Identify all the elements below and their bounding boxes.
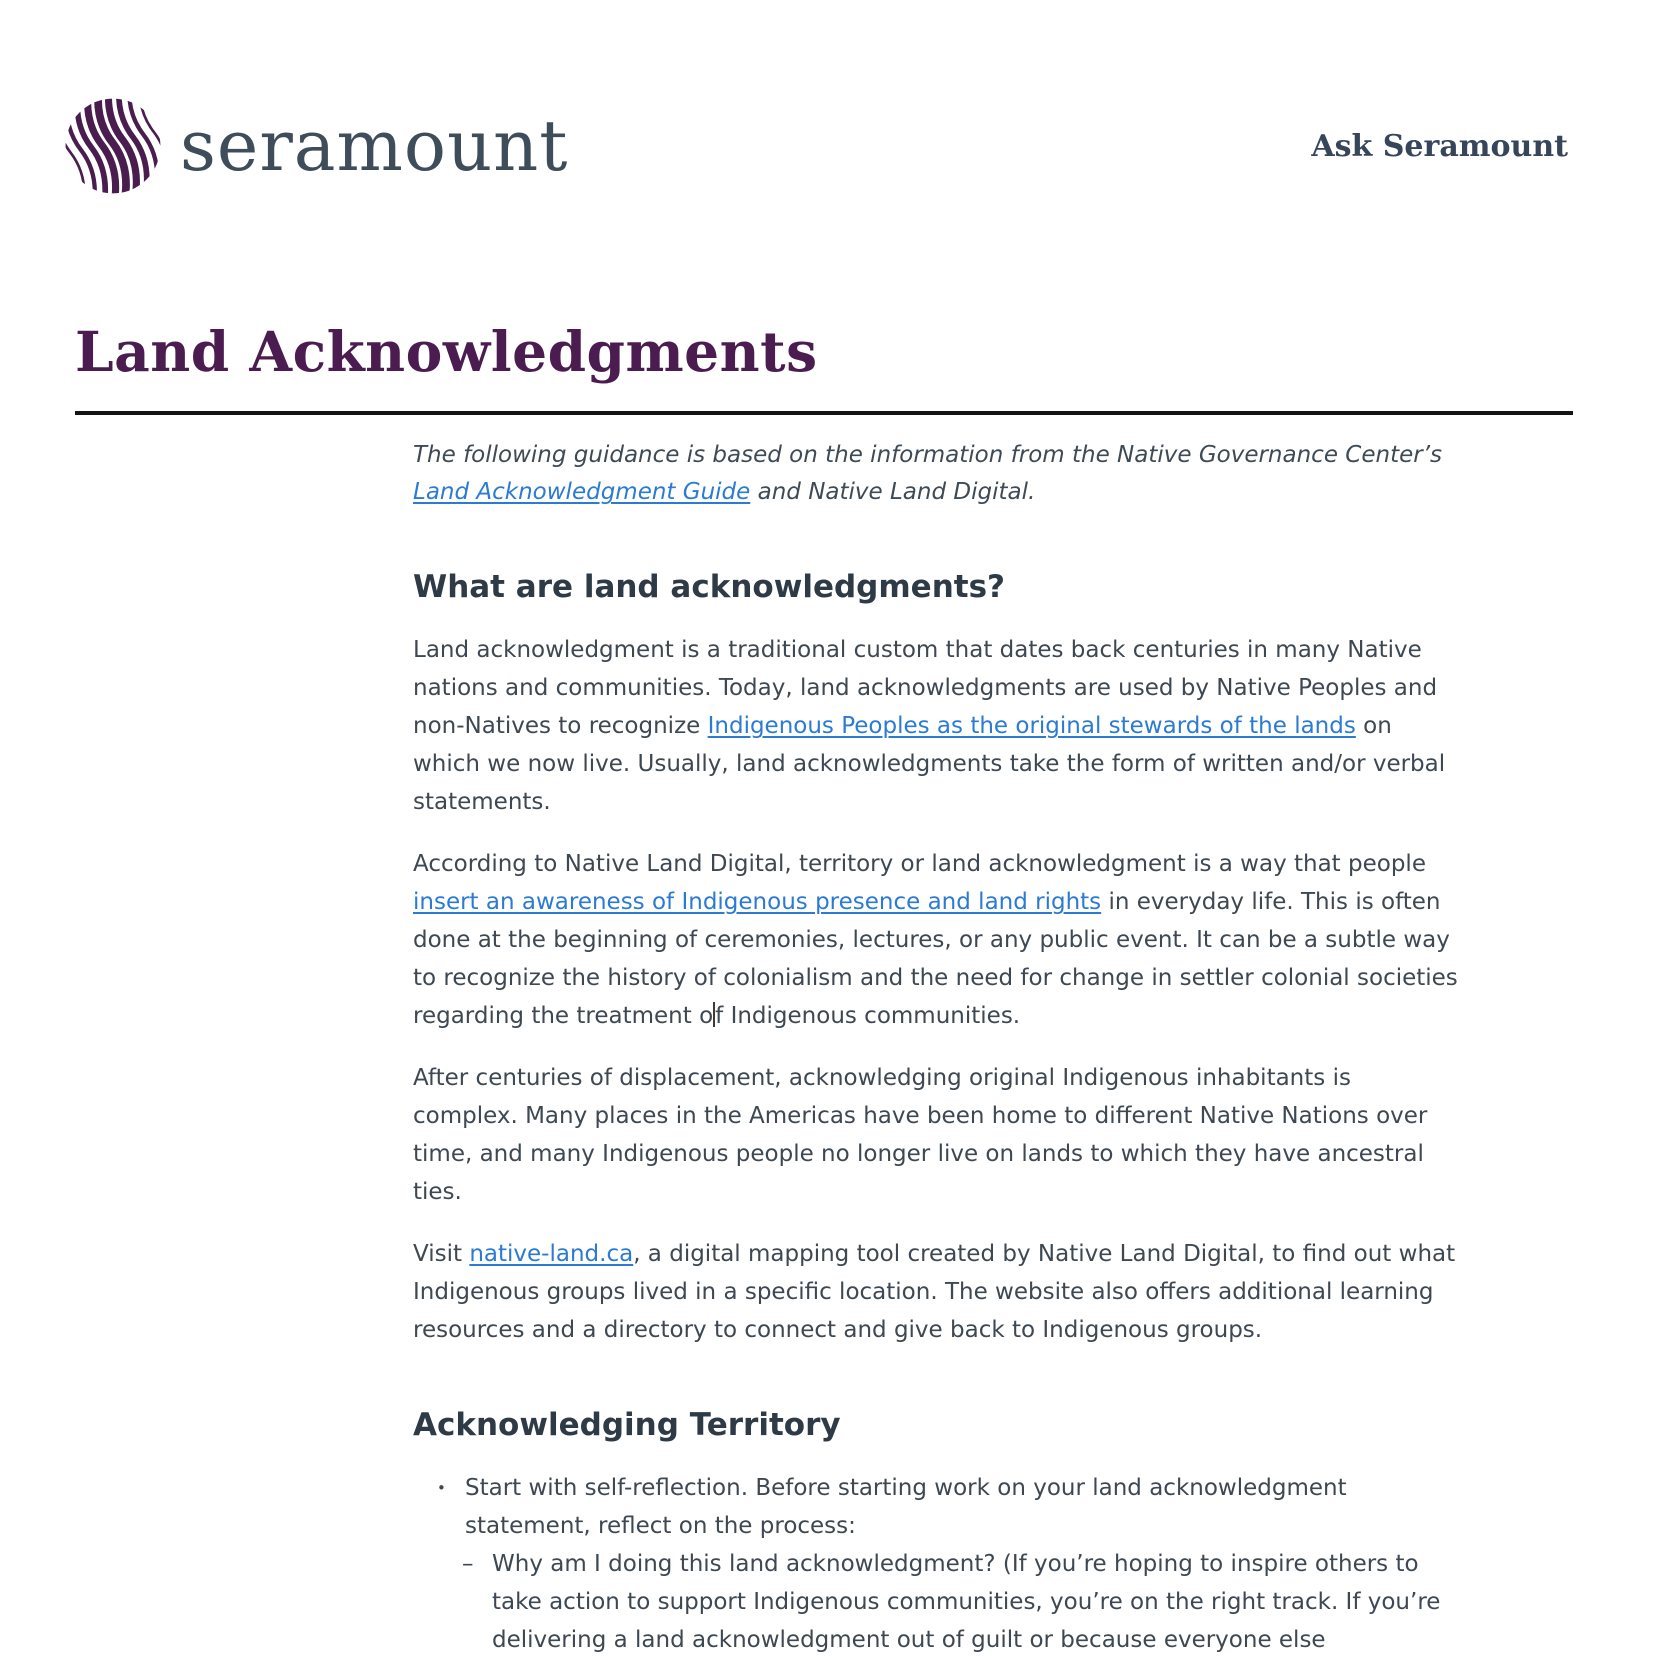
- intro-paragraph: [413, 437, 1463, 511]
- page-header: [0, 0, 1680, 197]
- seramount-logo: [62, 95, 568, 197]
- list-item: [413, 1469, 1463, 1659]
- title-divider: [75, 411, 1573, 415]
- list-item-row: [413, 1469, 1463, 1545]
- bullet-marker: •: [437, 1479, 446, 1498]
- dash-sublist: [413, 1545, 1463, 1659]
- inline-link[interactable]: insert an awareness of Indigenous presence and land rights: [413, 889, 1102, 916]
- body-paragraph: [413, 1059, 1463, 1211]
- seramount-swirl-icon: [62, 95, 164, 197]
- text-run: The following guidance is based on the information from the Native Governance Center’s: [413, 442, 1442, 469]
- section-heading: What are land acknowledgments?: [413, 569, 1006, 606]
- logo-wordmark: seramount: [180, 105, 569, 187]
- text-run: After centuries of displacement, acknowledging original Indigenous inhabitants is complex. Many places in the Americas have been home to different Native Nations over time, and many Indigenous people no longer live on lands to which they have ancestral ties.: [413, 1065, 1428, 1206]
- text-run: Visit: [413, 1241, 470, 1268]
- text-run: f Indigenous communities.: [715, 1003, 1021, 1030]
- text-run: , a digital mapping tool created by Native Land Digital, to find out what Indigenous groups lived in a specific location. The website also offers additional learning resources and a directory to connect and give back to Indigenous groups.: [413, 1241, 1456, 1344]
- text-run: Land acknowledgment is a traditional custom that dates back centuries in many Native nations and communities. Today, land acknowledgments are used by Native Peoples and non-Natives to recognize: [413, 637, 1438, 740]
- page-title: Land Acknowledgments: [75, 319, 818, 384]
- dash-marker: –: [462, 1551, 474, 1578]
- document-body: [413, 437, 1463, 1659]
- inline-link[interactable]: native-land.ca: [469, 1241, 634, 1268]
- inline-link[interactable]: Land Acknowledgment Guide: [413, 479, 751, 506]
- sublist-item: [413, 1545, 1463, 1659]
- ask-seramount-link[interactable]: Ask Seramount: [1311, 128, 1568, 164]
- text-run: and Native Land Digital.: [750, 479, 1036, 506]
- inline-link[interactable]: Indigenous Peoples as the original stewards of the lands: [707, 713, 1356, 740]
- text-run: in everyday life. This is often done at the beginning of ceremonies, lectures, or any public event. It can be a subtle way to recognize the history of colonialism and the need for change in settler colonial societies regarding the treatment o: [413, 889, 1458, 1030]
- body-paragraph: [413, 845, 1463, 1035]
- section-heading: Acknowledging Territory: [413, 1407, 841, 1444]
- sublist-item-text: Why am I doing this land acknowledgment? (If you’re hoping to inspire others to take action to support Indigenous communities, you’re on the right track. If you’re delivering a land acknowledgment out of guilt or because everyone else: [492, 1551, 1441, 1654]
- list-item-text: Start with self-reflection. Before starting work on your land acknowledgment statement, reflect on the process:: [465, 1475, 1347, 1540]
- text-run: According to Native Land Digital, territory or land acknowledgment is a way that people: [413, 851, 1426, 878]
- body-paragraph: [413, 1235, 1463, 1349]
- body-paragraph: [413, 631, 1463, 821]
- bullet-list: [413, 1469, 1463, 1659]
- sublist-item-row: [413, 1545, 1463, 1659]
- text-run: on which we now live. Usually, land acknowledgments take the form of written and/or verbal statements.: [413, 713, 1446, 816]
